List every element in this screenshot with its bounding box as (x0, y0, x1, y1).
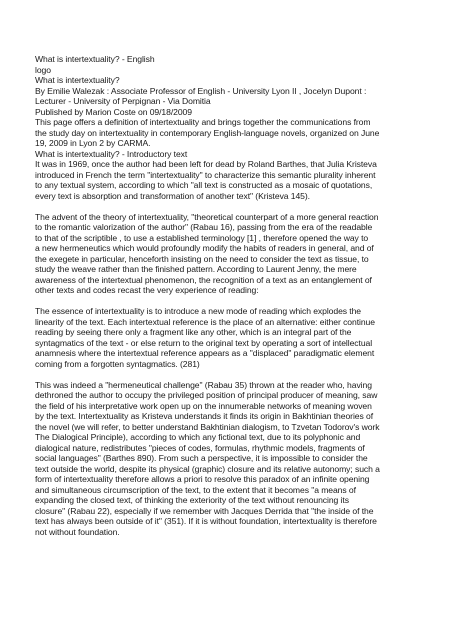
document-page (35, 54, 445, 537)
paragraph-line: the exegete in particular, henceforth insisting on the need to consider the text as tissue, to (35, 253, 369, 264)
paragraph-4 (35, 380, 445, 538)
paragraph-2 (35, 212, 445, 296)
paragraph-line: text has always been outside of it" (351). If it is without foundation, intertextuality is therefore (35, 516, 377, 526)
intro-line-2: the study day on intertextuality in contemporary English-language novels, organized on June (35, 127, 380, 138)
paragraph-line: the field of his interpretative work open up on the innumerable networks of meaning woven (35, 400, 372, 411)
published-by: Published by Marion Coste on 09/18/2009 (35, 106, 192, 117)
paragraph-line: It was in 1969, once the author had been left for dead by Roland Barthes, that Julia Kristeva (35, 159, 377, 169)
paragraph-line: anamnesis where the intertextual reference appears as a "displaced" paradigmatic element (35, 348, 375, 358)
paragraph-line: syntagmatics of the text - or else return to the original text by operating a sort of intellectual (35, 337, 373, 348)
paragraph-line: awareness of the intertextual phenomenon, the recognition of a text as an entanglement of (35, 274, 372, 285)
intro-line-3: 19, 2009 in Lyon 2 by CARMA. (35, 138, 151, 148)
paragraph-line: and simultaneous circumscription of the text, to the extent that it becomes "a means of (35, 484, 356, 495)
doc-title: What is intertextuality? - English (35, 54, 155, 64)
paragraph-line: to the romantic valorization of the author" (Rabau 16), passing from the era of the readable (35, 222, 373, 232)
article-title: What is intertextuality? (35, 75, 120, 85)
intro-line-1: This page offers a definition of intertextuality and brings together the communications from (35, 117, 371, 127)
paragraph-line: study the weave rather than the finished pattern. According to Laurent Jenny, the mere (35, 264, 357, 274)
paragraph-line: The advent of the theory of intertextuality, "theoretical counterpart of a more general reaction (35, 211, 379, 222)
authors-line-2: Lecturer - University of Perpignan - Via Domitia (35, 96, 211, 106)
paragraph-line: This was indeed a "hermeneutical challenge" (Rabau 35) thrown at the reader who, having (35, 379, 372, 390)
paragraph-line: not without foundation. (35, 526, 120, 537)
paragraph-3 (35, 306, 445, 369)
section-heading: What is intertextuality? - Introductory text (35, 148, 188, 159)
paragraph-line: The Dialogical Principle), according to which any fictional text, due to its polyphonic and (35, 432, 361, 442)
paragraph-line: other texts and codes recast the very experience of reading: (35, 285, 259, 295)
header-block (35, 54, 445, 159)
paragraph-line: dethroned the author to occupy the privileged position of principal producer of meaning, saw (35, 390, 378, 400)
paragraph-line: coming from a forgotten syntagmatics. (281) (35, 358, 200, 369)
paragraph-line: expanding the closed text, of thinking the exteriority of the text without renouncing its (35, 495, 349, 505)
paragraph-line: by the text. Intertextuality as Kristeva understands it finds its origin in Bakhtinian theories of (35, 411, 374, 421)
paragraph-line: introduced in French the term "intertextuality" to characterize this semantic plurality inherent (35, 169, 376, 180)
paragraph-line: to that of the scriptible , to use a established terminology [1] , therefore opened the way to (35, 232, 369, 243)
paragraph-line: the novel (we will refer, to better understand Bakhtinian dialogism, to Tzvetan Todorov's work (35, 421, 380, 432)
paragraph-gap (35, 201, 445, 212)
paragraph-line: a new hermeneutics which would profoundly modify the habits of readers in general, and of (35, 243, 374, 253)
paragraph-line: text outside the world, despite its physical (graphic) closure and its relative autonomy; such a (35, 463, 380, 474)
paragraph-line: dialogical nature, redistributes "pieces of codes, formulas, rhythmic models, fragments of (35, 442, 365, 453)
paragraph-1 (35, 159, 445, 201)
paragraph-line: to any textual system, according to which "all text is constructed as a mosaic of quotations, (35, 180, 373, 190)
logo-placeholder-text: logo (35, 64, 51, 75)
paragraph-line: reading by seeing there only a fragment like any other, which is an integral part of the (35, 327, 352, 337)
paragraph-line: closure" (Rabau 22), especially if we remember with Jacques Derrida that "the inside of the (35, 505, 374, 516)
paragraph-gap (35, 296, 445, 307)
paragraph-line: linearity of the text. Each intertextual reference is the place of an alternative: either continue (35, 316, 375, 327)
paragraph-gap (35, 369, 445, 380)
paragraph-line: every text is absorption and transformation of another text" (Kristeva 145). (35, 190, 310, 201)
paragraph-line: social languages" (Barthes 890). From such a perspective, it is impossible to consider the (35, 453, 368, 463)
authors-line-1: By Emilie Walezak : Associate Professor of English - University Lyon II , Jocelyn Dupont : (35, 85, 367, 96)
paragraph-line: The essence of intertextuality is to introduce a new mode of reading which explodes the (35, 306, 362, 316)
paragraph-line: form of intertextuality therefore allows a priori to resolve this paradox of an infinite opening (35, 474, 370, 484)
